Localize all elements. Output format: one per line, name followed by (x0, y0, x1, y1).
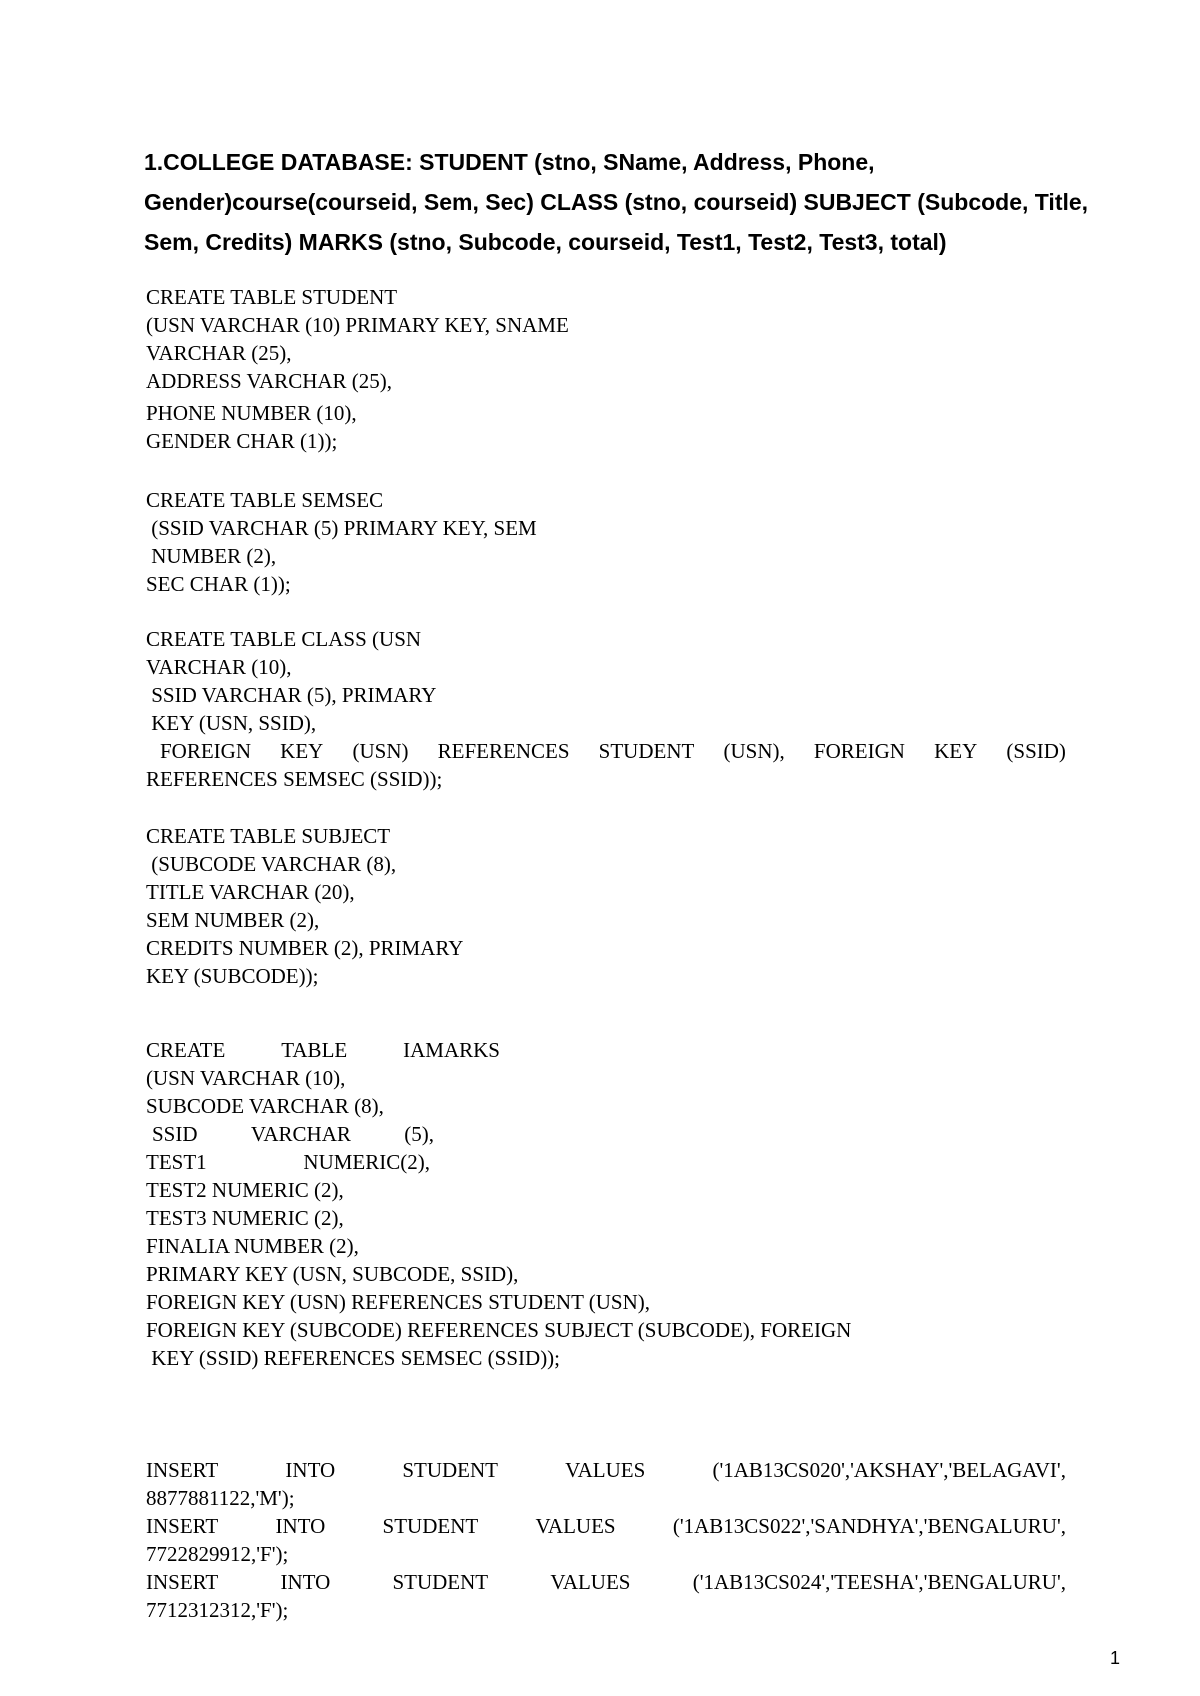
code-word: REFERENCES (437, 739, 570, 763)
code-word: STUDENT (598, 739, 695, 763)
create-class-block (146, 625, 1066, 793)
code-word: INTO (275, 1514, 326, 1538)
code-line: FINALIA NUMBER (2), (146, 1234, 359, 1258)
code-word: STUDENT (392, 1570, 489, 1594)
code-line: KEY (SUBCODE)); (146, 964, 319, 988)
code-word: INTO (280, 1570, 331, 1594)
code-line-justified (146, 1036, 500, 1064)
code-word: STUDENT (382, 1514, 479, 1538)
heading-line: Gender)course(courseid, Sem, Sec) CLASS (stno, courseid) SUBJECT (Subcode, Title, (144, 189, 1089, 215)
code-line-justified (146, 1456, 1066, 1484)
code-line: NUMBER (2), (146, 544, 277, 568)
code-word: (USN) (352, 739, 409, 763)
code-word: ('1AB13CS020','AKSHAY','BELAGAVI', (712, 1458, 1066, 1482)
code-word: VALUES (535, 1514, 616, 1538)
code-line: REFERENCES SEMSEC (SSID)); (146, 767, 443, 791)
code-line: 7712312312,'F'); (146, 1598, 289, 1622)
code-word: VALUES (565, 1458, 646, 1482)
code-word: NUMERIC(2), (303, 1150, 430, 1174)
code-word: SSID (152, 1122, 198, 1146)
heading-line: 1.COLLEGE DATABASE: STUDENT (stno, SName, Address, Phone, (144, 149, 875, 175)
code-word: VARCHAR (250, 1122, 351, 1146)
code-line-justified (146, 1568, 1066, 1596)
code-line: ADDRESS VARCHAR (25), (146, 369, 393, 393)
code-word: ('1AB13CS022','SANDHYA','BENGALURU', (672, 1514, 1066, 1538)
document-heading (144, 142, 1134, 262)
code-line-justified (146, 1120, 434, 1148)
create-subject-block (146, 822, 1066, 990)
code-line: (USN VARCHAR (10) PRIMARY KEY, SNAME (146, 313, 569, 337)
code-word: STUDENT (402, 1458, 499, 1482)
code-line: SUBCODE VARCHAR (8), (146, 1094, 384, 1118)
code-line: GENDER CHAR (1)); (146, 429, 338, 453)
code-line: FOREIGN KEY (USN) REFERENCES STUDENT (USN), (146, 1290, 651, 1314)
code-line-justified (146, 1148, 430, 1176)
code-word: ('1AB13CS024','TEESHA','BENGALURU', (692, 1570, 1066, 1594)
code-line: PRIMARY KEY (USN, SUBCODE, SSID), (146, 1262, 519, 1286)
code-line: KEY (USN, SSID), (146, 711, 317, 735)
code-word: INSERT (146, 1514, 219, 1538)
code-word: FOREIGN (160, 739, 252, 763)
code-word: TABLE (281, 1038, 348, 1062)
heading-line: Sem, Credits) MARKS (stno, Subcode, courseid, Test1, Test2, Test3, total) (144, 229, 947, 255)
code-word: CREATE (146, 1038, 226, 1062)
code-word: (USN), (723, 739, 785, 763)
code-word: KEY (280, 739, 324, 763)
code-line: VARCHAR (25), (146, 341, 292, 365)
code-word: IAMARKS (403, 1038, 500, 1062)
code-line: SEM NUMBER (2), (146, 908, 320, 932)
code-line: CREDITS NUMBER (2), PRIMARY (146, 936, 464, 960)
create-iamarks-block (146, 1036, 1066, 1372)
code-word: INSERT (146, 1458, 219, 1482)
code-line: KEY (SSID) REFERENCES SEMSEC (SSID)); (146, 1346, 561, 1370)
create-semsec-block (146, 486, 1066, 598)
code-line-justified (146, 737, 1066, 765)
code-word: TEST1 (146, 1150, 207, 1174)
code-line: SEC CHAR (1)); (146, 572, 291, 596)
insert-statements-block (146, 1456, 1066, 1624)
code-word: INSERT (146, 1570, 219, 1594)
code-word: FOREIGN (813, 739, 905, 763)
code-line: PHONE NUMBER (10), (146, 401, 357, 425)
page-number: 1 (1110, 1648, 1121, 1668)
code-line: CREATE TABLE CLASS (USN (146, 627, 422, 651)
code-line-justified (146, 1512, 1066, 1540)
code-line: TITLE VARCHAR (20), (146, 880, 355, 904)
create-student-block (146, 283, 1066, 455)
code-line: (SUBCODE VARCHAR (8), (146, 852, 397, 876)
code-line: CREATE TABLE STUDENT (146, 285, 398, 309)
code-line: TEST2 NUMERIC (2), (146, 1178, 344, 1202)
code-word: (5), (404, 1122, 434, 1146)
code-line: CREATE TABLE SEMSEC (146, 488, 384, 512)
code-line: VARCHAR (10), (146, 655, 292, 679)
code-word: KEY (934, 739, 978, 763)
code-line: 7722829912,'F'); (146, 1542, 289, 1566)
code-line: 8877881122,'M'); (146, 1486, 295, 1510)
code-word: VALUES (550, 1570, 631, 1594)
code-line: (USN VARCHAR (10), (146, 1066, 346, 1090)
code-line: CREATE TABLE SUBJECT (146, 824, 391, 848)
code-line: FOREIGN KEY (SUBCODE) REFERENCES SUBJECT (SUBCODE), FOREIGN (146, 1318, 852, 1342)
code-word: INTO (285, 1458, 336, 1482)
code-line: (SSID VARCHAR (5) PRIMARY KEY, SEM (146, 516, 537, 540)
code-line: TEST3 NUMERIC (2), (146, 1206, 344, 1230)
code-line: SSID VARCHAR (5), PRIMARY (146, 683, 437, 707)
code-word: (SSID) (1006, 739, 1066, 763)
